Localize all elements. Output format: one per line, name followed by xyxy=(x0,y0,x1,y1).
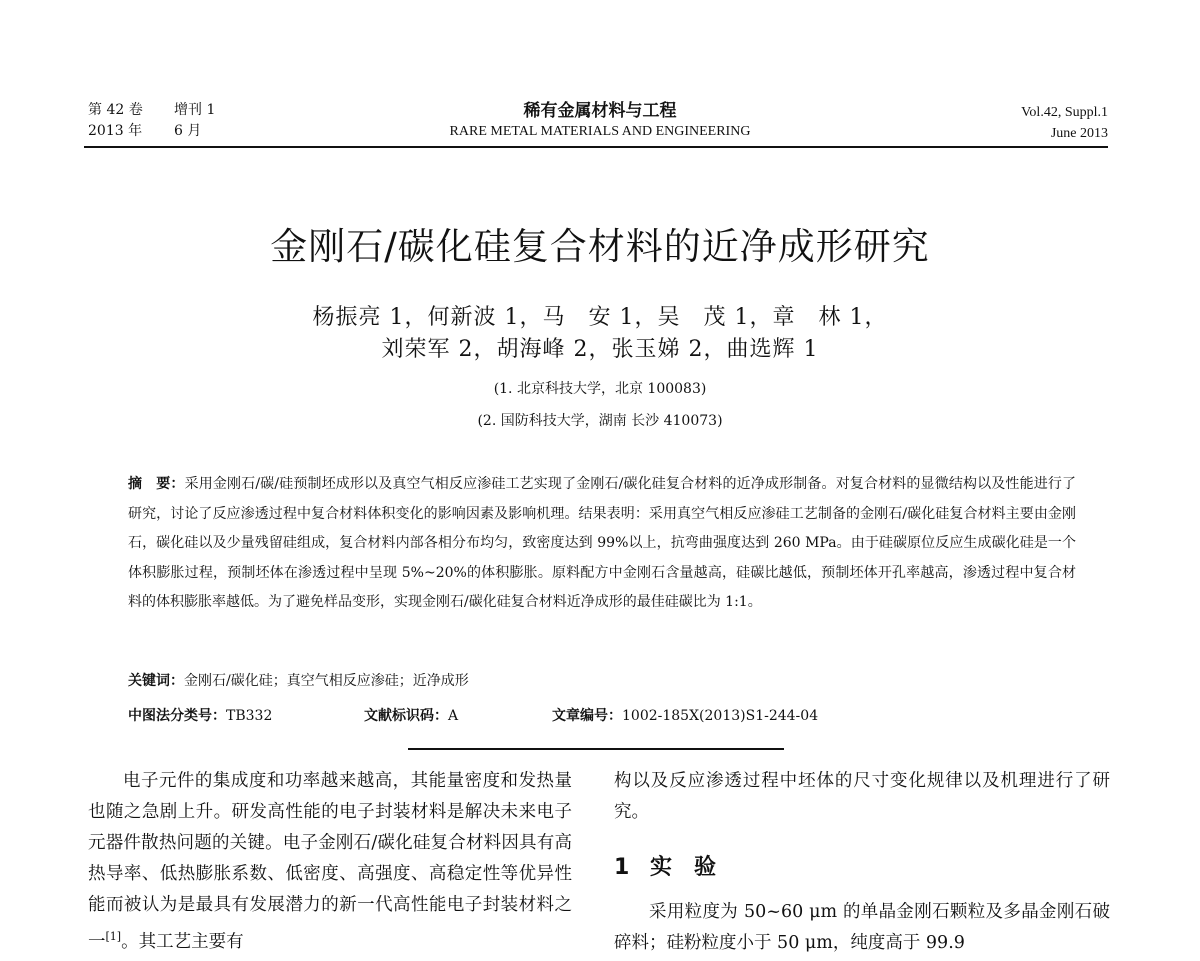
journal-name-en: RARE METAL MATERIALS AND ENGINEERING xyxy=(449,124,751,139)
date-en: June 2013 xyxy=(1050,126,1108,141)
journal-name xyxy=(0,100,1200,141)
header-rule xyxy=(84,146,1108,148)
body-left-column xyxy=(88,766,572,958)
doc-value: A xyxy=(448,708,459,724)
section-divider xyxy=(408,748,784,750)
authors-line-1: 杨振亮 1，何新波 1，马 安 1，吴 茂 1，章 林 1， xyxy=(312,305,888,330)
abstract-label: 摘 要： xyxy=(128,476,185,492)
art-label: 文章编号： xyxy=(552,708,622,724)
clc-label: 中图法分类号： xyxy=(128,708,226,724)
affiliation-2: (2. 国防科技大学，湖南 长沙 410073) xyxy=(477,413,723,429)
authors-line-2: 刘荣军 2，胡海峰 2，张玉娣 2，曲选辉 1 xyxy=(381,337,819,362)
right-paragraph-1: 构以及反应渗透过程中坯体的尺寸变化规律以及机理进行了研究。 xyxy=(614,771,1110,822)
keywords-text: 金刚石/碳化硅；真空气相反应渗硅；近净成形 xyxy=(184,673,469,689)
section-heading xyxy=(614,850,716,881)
section-number: 1 xyxy=(614,855,630,880)
year: 2013 年 xyxy=(88,123,143,139)
affiliation-1: (1. 北京科技大学，北京 100083) xyxy=(493,381,707,397)
citation-1: [1] xyxy=(105,930,122,943)
right-paragraph-2: 采用粒度为 50~60 μm 的单晶金刚石颗粒及多晶金刚石破碎料；硅粉粒度小于 50 μm，纯度高于 99.9 xyxy=(614,902,1110,953)
abstract xyxy=(128,470,1076,618)
article-number xyxy=(552,705,818,725)
author-list xyxy=(0,302,1200,366)
month: 6 月 xyxy=(174,123,202,139)
supplement: 增刊 1 xyxy=(174,102,216,118)
intro-text: 电子元件的集成度和功率越来越高，其能量密度和发热量也随之急剧上升。研发高性能的电子封装材料是解决未来电子元器件散热问题的关键。电子金刚石/碳化硅复合材料因具有高热导率、低热膨胀系数、低密度、高强度、高稳定性等优异性能而被认为是最具有发展潜力的新一代高性能电子封装材料之一 xyxy=(88,771,572,952)
header-right xyxy=(1021,102,1108,144)
clc-value: TB332 xyxy=(226,708,273,724)
body-right-column xyxy=(614,766,1110,828)
keywords xyxy=(128,670,1076,690)
clc-code xyxy=(128,705,364,725)
doc-label: 文献标识码： xyxy=(364,708,448,724)
volume: 第 42 卷 xyxy=(88,102,143,118)
document-code xyxy=(364,705,552,725)
section-title: 实 验 xyxy=(650,855,717,880)
intro-paragraph xyxy=(88,766,572,958)
intro-tail: 。其工艺主要有 xyxy=(121,931,244,952)
classification-row xyxy=(128,705,818,725)
volume-en: Vol.42, Suppl.1 xyxy=(1021,105,1108,120)
body-right-column-2 xyxy=(614,897,1110,959)
art-value: 1002-185X(2013)S1-244-04 xyxy=(622,708,819,724)
paper-title: 金刚石/碳化硅复合材料的近净成形研究 xyxy=(270,225,930,268)
keywords-label: 关键词： xyxy=(128,673,184,689)
journal-name-cn: 稀有金属材料与工程 xyxy=(523,101,677,121)
abstract-text: 采用金刚石/碳/硅预制坯成形以及真空气相反应渗硅工艺实现了金刚石/碳化硅复合材料的近净成形制备。对复合材料的显微结构以及性能进行了研究，讨论了反应渗透过程中复合材料体积变化的影响因素及影响机理。结果表明：采用真空气相反应渗硅工艺制备的金刚石/碳化硅复合材料主要由金刚石，碳化硅以及少量残留硅组成，复合材料内部各相分布均匀，致密度达到 99%以上，抗弯曲强度达到 260 MPa。由于硅碳原位反应生成碳化硅是一个体积膨胀过程，预制坯体在渗透过程中呈现 5%~20%的体积膨胀。原料配方中金刚石含量越高，硅碳比越低，预制坯体开孔率越高，渗透过程中复合材料的体积膨胀率越低。为了避免样品变形，实现金刚石/碳化硅复合材料近净成形的最佳硅碳比为 1:1。 xyxy=(128,476,1077,610)
